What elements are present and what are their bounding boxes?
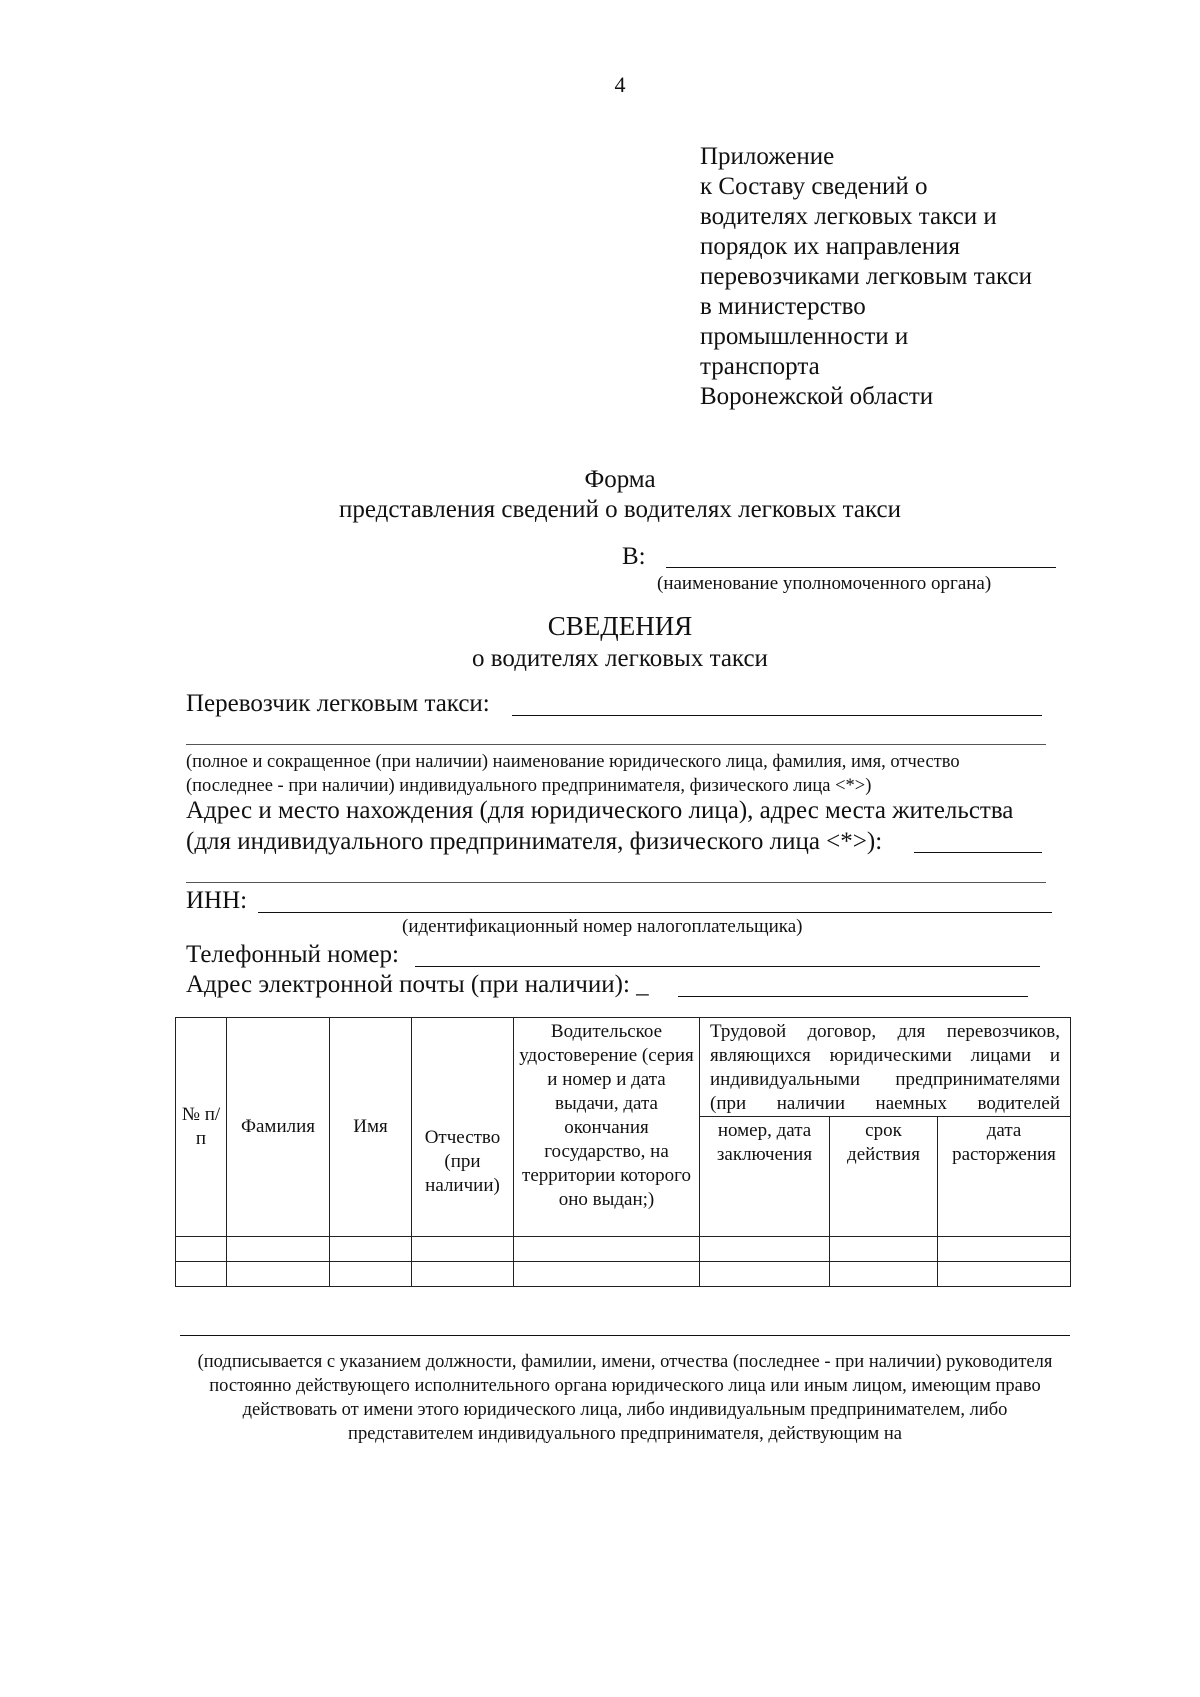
header-patronymic: Отчество (при наличии) xyxy=(412,1018,514,1237)
form-title: Форма xyxy=(584,466,656,493)
drivers-table xyxy=(175,1017,1071,1287)
appendix-line: к Составу сведений о xyxy=(700,173,928,200)
addressee-field[interactable] xyxy=(666,567,1056,568)
table-cell[interactable] xyxy=(227,1262,330,1287)
header-contract-number-date: номер, дата заключения xyxy=(700,1117,830,1237)
carrier-note-line: (полное и сокращенное (при наличии) наименование юридического лица, фамилия, имя, отчество xyxy=(186,752,960,772)
header-surname: Фамилия xyxy=(227,1018,330,1237)
email-label: Адрес электронной почты (при наличии): _ xyxy=(186,971,649,998)
inn-label: ИНН: xyxy=(186,887,248,914)
document-heading: СВЕДЕНИЯ xyxy=(547,611,693,641)
carrier-field-continuation[interactable] xyxy=(186,744,1046,745)
appendix-line: промышленности и xyxy=(700,323,909,350)
table-row xyxy=(176,1262,1071,1287)
form-subtitle: представления сведений о водителях легковых такси xyxy=(339,496,901,523)
table-cell[interactable] xyxy=(176,1237,227,1262)
table-cell[interactable] xyxy=(330,1262,412,1287)
table-cell[interactable] xyxy=(412,1262,514,1287)
address-label-line1: Адрес и место нахождения (для юридического лица), адрес места жительства xyxy=(186,797,1014,824)
appendix-line: транспорта xyxy=(700,353,820,380)
phone-label: Телефонный номер: xyxy=(186,941,399,968)
page-number: 4 xyxy=(614,72,626,97)
table-cell[interactable] xyxy=(938,1237,1071,1262)
appendix-line: в министерство xyxy=(700,293,866,320)
table-cell[interactable] xyxy=(700,1237,830,1262)
table-cell[interactable] xyxy=(176,1262,227,1287)
carrier-note-line: (последнее - при наличии) индивидуального предпринимателя, физического лица <*>) xyxy=(186,776,872,796)
appendix-line: Приложение xyxy=(700,143,835,170)
signature-note: (подписывается с указанием должности, фамилии, имени, отчества (последнее - при наличии) руководителя постоянно действующего исполнительного органа юридического лица или иным лицом, имеющим право действовать от имени этого юридического лица, либо индивидуальным предпринимателем, либо представителем индивидуального предпринимателя, действующим на xyxy=(197,1352,1053,1444)
carrier-note xyxy=(186,750,960,798)
phone-field[interactable] xyxy=(415,966,1040,967)
addressee-label: В: xyxy=(622,543,646,570)
table-cell[interactable] xyxy=(412,1237,514,1262)
carrier-label: Перевозчик легковым такси: xyxy=(186,690,490,717)
table-cell[interactable] xyxy=(227,1237,330,1262)
address-field[interactable] xyxy=(914,852,1042,853)
appendix-block xyxy=(700,142,1140,412)
table-cell[interactable] xyxy=(514,1237,700,1262)
appendix-line: перевозчиками легковым такси xyxy=(700,263,1033,290)
header-employment-contract: Трудовой договор, для перевозчиков, являющихся юридическими лицами и индивидуальными предпринимателями (при наличии наемных водителей xyxy=(700,1018,1071,1117)
table-cell[interactable] xyxy=(514,1262,700,1287)
signature-line[interactable] xyxy=(180,1335,1070,1336)
inn-caption: (идентификационный номер налогоплательщика) xyxy=(402,916,803,937)
table-cell[interactable] xyxy=(330,1237,412,1262)
header-contract-term: срок действия xyxy=(830,1117,938,1237)
table-cell[interactable] xyxy=(938,1262,1071,1287)
address-label-line2: (для индивидуального предпринимателя, физического лица <*>): xyxy=(186,828,883,855)
header-number: № п/п xyxy=(176,1018,227,1237)
table-cell[interactable] xyxy=(830,1262,938,1287)
address-field-continuation[interactable] xyxy=(186,882,1046,883)
header-name: Имя xyxy=(330,1018,412,1237)
document-subheading: о водителях легковых такси xyxy=(472,645,768,672)
table-row xyxy=(176,1237,1071,1262)
inn-field[interactable] xyxy=(258,912,1052,913)
appendix-line: водителях легковых такси и xyxy=(700,203,997,230)
table-cell[interactable] xyxy=(700,1262,830,1287)
header-contract-termination: дата расторжения xyxy=(938,1117,1071,1237)
email-field[interactable] xyxy=(678,996,1028,997)
table-cell[interactable] xyxy=(830,1237,938,1262)
header-driver-license: Водительское удостоверение (серия и номер и дата выдачи, дата окончания государство, на территории которого оно выдан;) xyxy=(514,1018,700,1237)
appendix-line: порядок их направления xyxy=(700,233,961,260)
addressee-caption: (наименование уполномоченного органа) xyxy=(657,573,992,594)
appendix-line: Воронежской области xyxy=(700,383,934,410)
carrier-field[interactable] xyxy=(512,715,1042,716)
